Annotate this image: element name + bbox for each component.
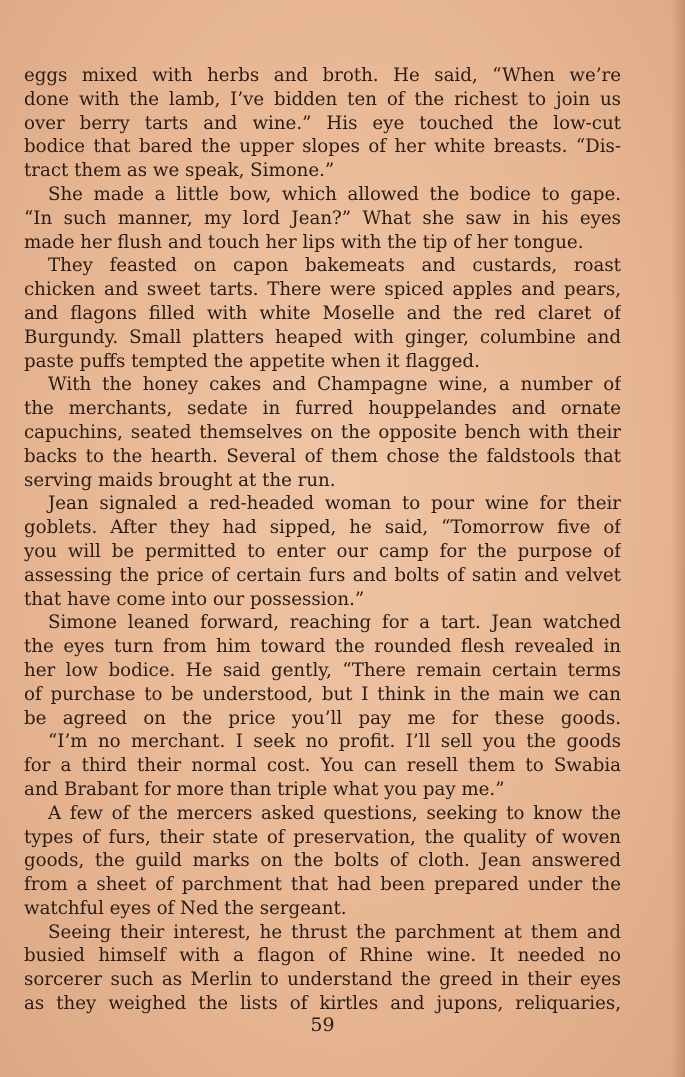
text-line: They feasted on capon bakemeats and custards, roast — [48, 255, 621, 277]
text-line: for a third their normal cost. You can resell them to Swabia — [24, 755, 621, 777]
text-line: She made a little bow, which allowed the bodice to gape. — [48, 183, 621, 205]
text-line: A few of the mercers asked questions, seeking to know the — [48, 802, 621, 824]
text-line: her low bodice. He said gently, “There remain certain terms — [24, 659, 621, 681]
text-line: types of furs, their state of preservation, the quality of woven — [24, 826, 621, 848]
text-line: Seeing their interest, he thrust the parchment at them and — [48, 921, 621, 943]
text-line: made her flush and touch her lips with the tip of her tongue. — [24, 231, 584, 253]
text-line: sorcerer such as Merlin to understand the greed in their eyes — [24, 969, 621, 991]
text-line: capuchins, seated themselves on the opposite bench with their — [24, 421, 621, 443]
text-line: over berry tarts and wine.” His eye touched the low-cut — [24, 112, 621, 134]
text-line: Simone leaned forward, reaching for a tart. Jean watched — [48, 612, 621, 634]
text-line: chicken and sweet tarts. There were spiced apples and pears, — [24, 279, 621, 301]
text-line: goods, the guild marks on the bolts of cloth. Jean answered — [24, 850, 621, 872]
text-line: With the honey cakes and Champagne wine, a number of — [48, 374, 621, 396]
text-line: backs to the hearth. Several of them chose the faldstools that — [24, 445, 621, 467]
page-number: 59 — [310, 1014, 335, 1036]
text-line: and Brabant for more than triple what you pay me.” — [24, 778, 505, 800]
text-line: Burgundy. Small platters heaped with ginger, columbine and — [24, 326, 621, 348]
text-line: busied himself with a flagon of Rhine wine. It needed no — [24, 945, 621, 967]
text-line: the merchants, sedate in furred houppelandes and ornate — [24, 398, 621, 420]
text-line: you will be permitted to enter our camp for the purpose of — [24, 540, 621, 562]
text-line: “I’m no merchant. I seek no profit. I’ll sell you the goods — [48, 731, 621, 753]
text-line: and flagons filled with white Moselle and the red claret of — [24, 302, 621, 324]
text-line: serving maids brought at the run. — [24, 469, 336, 491]
text-line: Jean signaled a red-headed woman to pour wine for their — [48, 493, 621, 515]
body-text — [24, 64, 621, 1016]
text-line: the eyes turn from him toward the rounded flesh revealed in — [24, 636, 621, 658]
text-line: assessing the price of certain furs and bolts of satin and velvet — [24, 564, 621, 586]
text-line: from a sheet of parchment that had been prepared under the — [24, 874, 621, 896]
text-line: as they weighed the lists of kirtles and jupons, reliquaries, — [24, 993, 621, 1015]
text-line: done with the lamb, I’ve bidden ten of the richest to join us — [24, 88, 621, 110]
text-line: goblets. After they had sipped, he said, “Tomorrow five of — [24, 517, 621, 539]
text-line: that have come into our possession.” — [24, 588, 365, 610]
text-line: bodice that bared the upper slopes of her white breasts. “Dis- — [24, 136, 621, 158]
text-line: watchful eyes of Ned the sergeant. — [24, 897, 347, 919]
text-line: “In such manner, my lord Jean?” What she saw in his eyes — [24, 207, 621, 229]
text-line: paste puffs tempted the appetite when it flagged. — [24, 350, 480, 372]
text-line: tract them as we speak, Simone.” — [24, 160, 335, 182]
text-line: of purchase to be understood, but I think in the main we can — [24, 683, 621, 705]
text-line: be agreed on the price you’ll pay me for these goods. — [24, 707, 621, 729]
text-line: eggs mixed with herbs and broth. He said, “When we’re — [24, 65, 621, 86]
